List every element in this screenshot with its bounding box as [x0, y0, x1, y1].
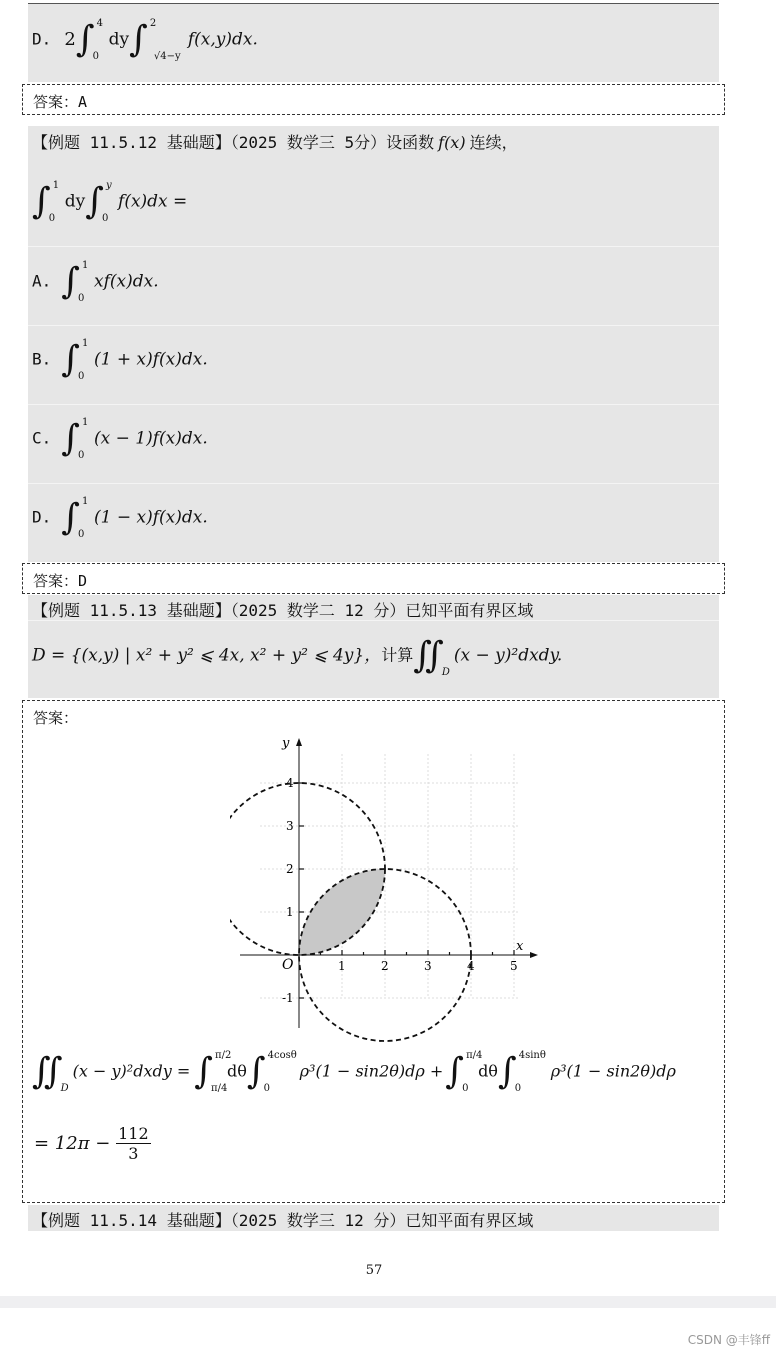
integral-limits: 1 0	[78, 260, 89, 304]
q12-stem	[32, 182, 187, 222]
integral-sign: ∫	[61, 339, 81, 380]
x-axis-label: x	[516, 939, 524, 954]
differential: dθ	[478, 1061, 498, 1081]
q12-option-b	[32, 340, 208, 380]
integral-sign: ∫	[194, 1051, 213, 1092]
solution-lhs: (x − y)²dxdy =	[72, 1061, 191, 1081]
integrand: f(x,y)dx.	[187, 29, 258, 50]
fraction-numerator: 112	[118, 1124, 149, 1143]
integral-limits: 4 0	[92, 18, 103, 62]
solution-result	[34, 1124, 151, 1163]
integral-limits: π/4 0	[462, 1050, 483, 1094]
integral-sign: ∫	[246, 1051, 266, 1092]
y-tick-label: 2	[286, 862, 294, 876]
y-tick-label: 3	[286, 819, 294, 833]
integral-sign: ∫	[129, 19, 148, 60]
option-label: D.	[32, 507, 52, 527]
double-integral-sign: ∬	[32, 1051, 63, 1092]
y-tick-label: 4	[286, 776, 294, 790]
result-prefix: = 12π −	[34, 1133, 111, 1154]
x-tick-label: 1	[338, 959, 346, 973]
option-label: D.	[32, 29, 52, 49]
divider	[28, 325, 719, 326]
watermark: CSDN @丰锋ff	[687, 1333, 770, 1347]
integral-sign: ∫	[445, 1051, 465, 1092]
region-definition: D = {(x,y) | x² + y² ⩽ 4x, x² + y² ⩽ 4y}，	[32, 645, 382, 666]
question-title-tail: 连续，	[469, 133, 518, 152]
q11-option-d	[32, 20, 258, 60]
integral-sign: ∫	[61, 497, 81, 538]
integral-limits: 1 0	[78, 338, 89, 382]
integral-limits: 4cosθ 0	[263, 1050, 297, 1094]
q12-option-a	[32, 262, 159, 302]
answer-box-q12	[22, 563, 725, 594]
q13-stem	[32, 636, 562, 676]
answer-box-q11	[22, 84, 725, 115]
x-tick-label: 4	[467, 959, 475, 973]
integral-limits: 1 0	[78, 417, 89, 461]
integral-sign: ∫	[32, 181, 51, 222]
answer-text: 答案：A	[33, 93, 88, 111]
answer-text: 答案：D	[33, 572, 88, 590]
divider	[28, 404, 719, 405]
divider	[28, 483, 719, 484]
q12-title	[32, 130, 518, 153]
fraction-denominator: 3	[128, 1144, 139, 1163]
x-axis-arrow	[530, 952, 538, 958]
question-title: 【例题 11.5.13 基础题】（2025 数学二 12 分）已知平面有界区域	[32, 601, 534, 620]
function-name: f(x)	[438, 133, 466, 152]
integral-limits: 4sinθ 0	[514, 1050, 546, 1094]
integral-limits: y 0	[102, 180, 112, 224]
integrand: (x − y)²dxdy.	[453, 645, 563, 666]
integral-sign: ∫	[61, 261, 81, 302]
integral-limits: 1 0	[78, 496, 89, 540]
divider	[28, 246, 719, 247]
option-label: C.	[32, 428, 52, 448]
integral-sign: ∫	[75, 19, 95, 60]
question-title: 【例题 11.5.14 基础题】（2025 数学三 12 分）已知平面有界区域	[32, 1211, 534, 1230]
origin-label: O	[282, 957, 294, 973]
y-tick-label: -1	[282, 991, 294, 1005]
divider	[28, 620, 719, 621]
y-axis-arrow	[296, 738, 302, 746]
fraction	[116, 1124, 151, 1163]
integral-sign: ∫	[61, 418, 81, 459]
x-tick-label: 3	[424, 959, 432, 973]
question-title: 【例题 11.5.12 基础题】（2025 数学三 5分）设函数	[32, 133, 435, 152]
solution-line-1	[32, 1052, 676, 1092]
q13-title	[32, 598, 533, 621]
viewer-gap	[0, 1296, 776, 1308]
integrand: (1 − x)f(x)dx.	[94, 507, 208, 528]
integrand: ρ³(1 − sin2θ)dρ	[550, 1061, 676, 1081]
x-tick-label: 5	[510, 959, 518, 973]
integrand: f(x)dx =	[118, 191, 188, 212]
double-integral-sign: ∬	[413, 635, 444, 676]
option-label: A.	[32, 271, 52, 291]
integral-limits: D	[441, 667, 450, 678]
integrand: ρ³(1 − sin2θ)dρ +	[299, 1061, 444, 1081]
integral-limits: 2 √4−y	[149, 18, 181, 62]
compute-label: 计算	[381, 645, 414, 665]
q14-title	[32, 1208, 533, 1231]
q12-option-d	[32, 498, 208, 538]
differential: dy	[108, 29, 130, 50]
integral-limits: 1 0	[48, 180, 60, 224]
answer-label: 答案：	[33, 709, 79, 727]
option-label: B.	[32, 349, 52, 369]
integral-sign: ∫	[85, 181, 105, 222]
integrand: (x − 1)f(x)dx.	[94, 428, 208, 449]
integral-limits: D	[60, 1083, 69, 1094]
integral-limits: π/2 π/4	[211, 1050, 232, 1094]
differential: dθ	[227, 1061, 247, 1081]
differential: dy	[64, 191, 86, 212]
integral-sign: ∫	[497, 1051, 517, 1092]
integrand: (1 + x)f(x)dx.	[94, 349, 208, 370]
coefficient: 2	[64, 28, 76, 50]
integrand: xf(x)dx.	[94, 271, 159, 292]
region-figure	[230, 730, 550, 1045]
page-number: 57	[365, 1263, 383, 1278]
q12-option-c	[32, 419, 208, 459]
y-tick-label: 1	[286, 905, 294, 919]
y-axis-label: y	[282, 736, 290, 751]
x-tick-label: 2	[381, 959, 389, 973]
